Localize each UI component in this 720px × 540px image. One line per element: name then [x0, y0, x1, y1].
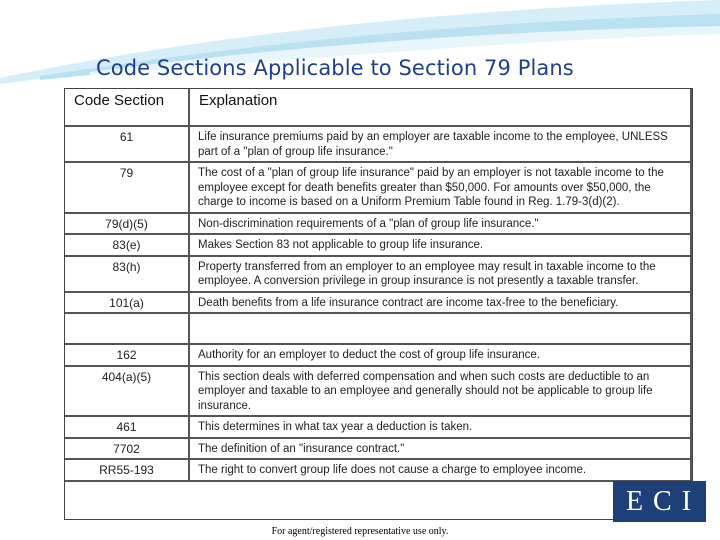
explanation-cell: Non-discrimination requirements of a "plan of group life insurance." — [190, 214, 692, 236]
table-row — [65, 257, 692, 293]
code-cell: RR55-193 — [65, 460, 190, 482]
explanation-cell: The definition of an "insurance contract." — [190, 439, 692, 461]
table-row — [65, 367, 692, 418]
header-row — [65, 89, 692, 127]
code-cell: 61 — [65, 127, 190, 163]
code-sections-table — [64, 88, 693, 520]
explanation-cell: Authority for an employer to deduct the cost of group life insurance. — [190, 345, 692, 367]
code-cell: 83(h) — [65, 257, 190, 293]
explanation-cell: Makes Section 83 not applicable to group life insurance. — [190, 235, 692, 257]
table-row — [65, 163, 692, 214]
header-code-section: Code Section — [65, 89, 190, 127]
footer-disclaimer: For agent/registered representative use only. — [271, 526, 449, 537]
table-row — [65, 417, 692, 439]
explanation-cell: Life insurance premiums paid by an employer are taxable income to the employee, UNLESS part of a "plan of group life insurance." — [190, 127, 692, 163]
explanation-cell: This determines in what tax year a deduction is taken. — [190, 417, 692, 439]
table-row-empty — [65, 314, 692, 345]
explanation-cell: Death benefits from a life insurance contract are income tax-free to the beneficiary. — [190, 293, 692, 315]
header-explanation: Explanation — [190, 89, 692, 127]
table-row — [65, 214, 692, 236]
table — [65, 89, 692, 482]
code-cell: 83(e) — [65, 235, 190, 257]
code-cell: 461 — [65, 417, 190, 439]
explanation-cell: The right to convert group life does not cause a charge to employee income. — [190, 460, 692, 482]
code-cell: 79(d)(5) — [65, 214, 190, 236]
code-cell: 404(a)(5) — [65, 367, 190, 418]
code-cell — [65, 314, 190, 345]
table-row — [65, 439, 692, 461]
explanation-cell: This section deals with deferred compensation and when such costs are deductible to an employer and taxable to an employee and generally should not be applicable to group life insurance. — [190, 367, 692, 418]
slide-title: Code Sections Applicable to Section 79 Plans — [96, 56, 574, 80]
code-cell: 7702 — [65, 439, 190, 461]
code-cell: 79 — [65, 163, 190, 214]
code-cell: 101(a) — [65, 293, 190, 315]
table-row — [65, 345, 692, 367]
table-row — [65, 235, 692, 257]
code-cell: 162 — [65, 345, 190, 367]
eci-logo: ECI — [613, 481, 706, 522]
table-row — [65, 293, 692, 315]
explanation-cell — [190, 314, 692, 345]
table-row — [65, 460, 692, 482]
explanation-cell: The cost of a "plan of group life insurance" paid by an employer is not taxable income to the employee except for death benefits greater than $50,000. For amounts over $50,000, the charge to income is based on a Uniform Premium Table found in Reg. 1.79-3(d)(2). — [190, 163, 692, 214]
explanation-cell: Property transferred from an employer to an employee may result in taxable income to the employee. A conversion privilege in group insurance is not presently a taxable transfer. — [190, 257, 692, 293]
table-row — [65, 127, 692, 163]
